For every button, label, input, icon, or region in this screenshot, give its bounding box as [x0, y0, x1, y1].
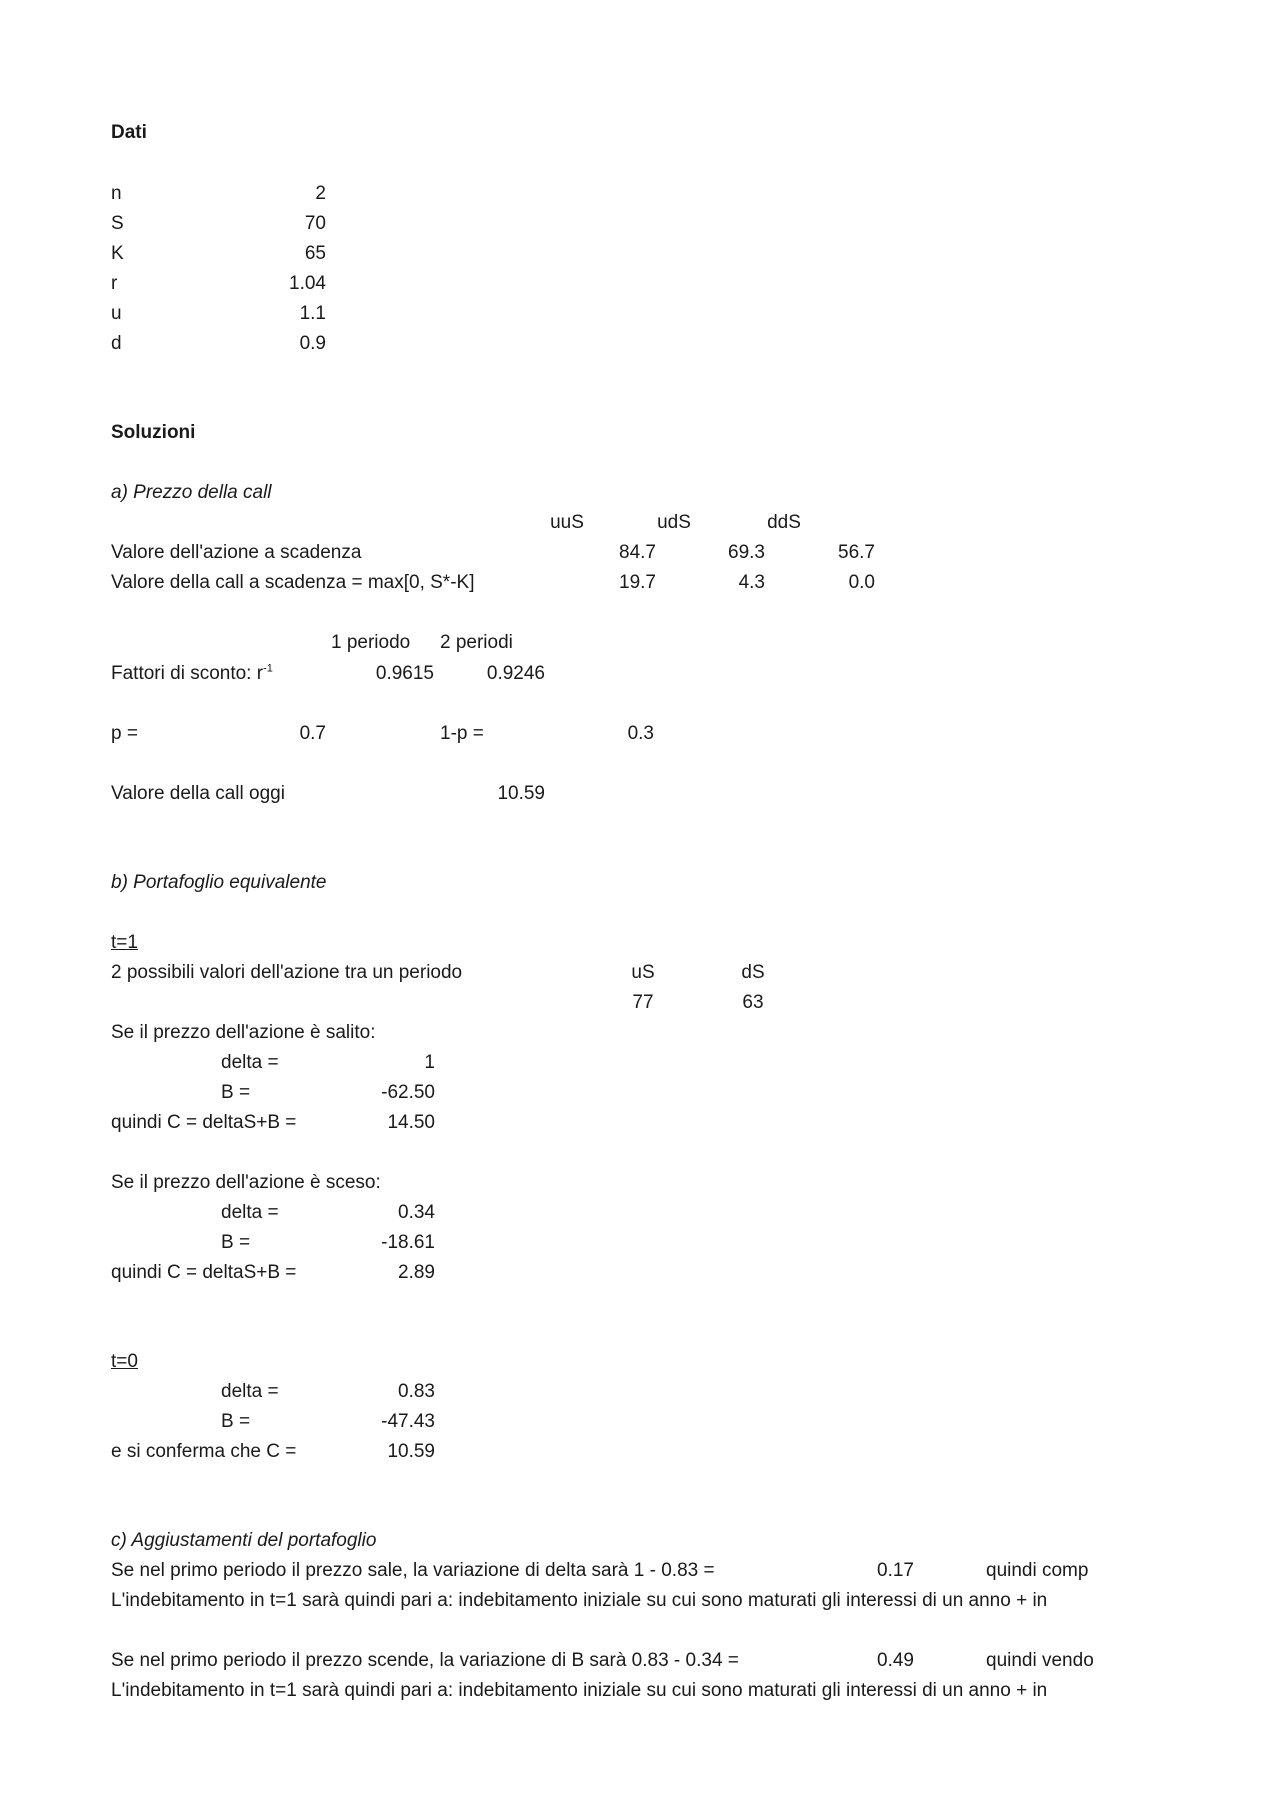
sceso-b-value: -18.61 — [381, 1232, 435, 1253]
aggiustamento-scende-value: 0.49 — [877, 1650, 914, 1671]
section-a-title: a) Prezzo della call — [111, 482, 272, 503]
call-oggi-value: 10.59 — [497, 783, 545, 804]
param-value-r: 1.04 — [289, 273, 326, 294]
salito-c-label: quindi C = deltaS+B = — [111, 1112, 297, 1133]
valore-azione-label: Valore dell'azione a scadenza — [111, 542, 362, 563]
p-label: p = — [111, 723, 138, 744]
t0-delta-label: delta = — [221, 1381, 279, 1402]
salito-delta-value: 1 — [424, 1052, 435, 1073]
value-ds: 63 — [742, 992, 764, 1013]
valore-call-dds: 0.0 — [848, 572, 875, 593]
t0-c-value: 10.59 — [387, 1441, 435, 1462]
t0-c-label: e si conferma che C = — [111, 1441, 297, 1462]
value-us: 77 — [632, 992, 654, 1013]
section-b-title: b) Portafoglio equivalente — [111, 872, 327, 893]
one-minus-p-value: 0.3 — [627, 723, 654, 744]
one-minus-p-label: 1-p = — [440, 723, 484, 744]
header-uds: udS — [657, 512, 691, 533]
valore-azione-dds: 56.7 — [838, 542, 875, 563]
indebitamento-sale-text: L'indebitamento in t=1 sarà quindi pari a: indebitamento iniziale su cui sono maturati gli interessi di un anno + in — [111, 1590, 1048, 1611]
aggiustamento-scende-text: Se nel primo periodo il prezzo scende, la variazione di B sarà 0.83 - 0.34 = — [111, 1650, 739, 1671]
header-1-periodo: 1 periodo — [331, 632, 411, 653]
salito-b-value: -62.50 — [381, 1082, 435, 1103]
indebitamento-scende-text: L'indebitamento in t=1 sarà quindi pari a: indebitamento iniziale su cui sono maturati gli interessi di un anno + in — [111, 1680, 1048, 1701]
valore-azione-uus: 84.7 — [619, 542, 656, 563]
fattore-1-periodo: 0.9615 — [375, 663, 434, 684]
fattore-2-periodi: 0.9246 — [486, 663, 545, 684]
section-c-title: c) Aggiustamenti del portafoglio — [111, 1530, 377, 1551]
param-label-d: d — [111, 333, 122, 354]
header-us: uS — [631, 962, 655, 983]
header-uus: uuS — [550, 512, 584, 533]
sceso-delta-label: delta = — [221, 1202, 279, 1223]
sceso-b-label: B = — [221, 1232, 251, 1253]
soluzioni-title: Soluzioni — [111, 422, 196, 443]
header-2-periodi: 2 periodi — [440, 632, 513, 653]
aggiustamento-sale-value: 0.17 — [877, 1560, 914, 1581]
t1-label: t=1 — [111, 932, 138, 953]
aggiustamento-sale-tail: quindi comp — [986, 1560, 1089, 1581]
t0-b-value: -47.43 — [381, 1411, 435, 1432]
aggiustamento-scende-tail: quindi vendo — [986, 1650, 1094, 1671]
salito-title: Se il prezzo dell'azione è salito: — [111, 1022, 376, 1043]
valore-call-label: Valore della call a scadenza = max[0, S*-K] — [111, 572, 475, 593]
param-value-k: 65 — [304, 243, 326, 264]
valore-call-uds: 4.3 — [738, 572, 765, 593]
param-value-d: 0.9 — [299, 333, 326, 354]
param-label-n: n — [111, 183, 122, 204]
t0-delta-value: 0.83 — [398, 1381, 435, 1402]
t0-label: t=0 — [111, 1351, 138, 1372]
call-oggi-label: Valore della call oggi — [111, 783, 285, 804]
param-label-s: S — [111, 213, 124, 234]
t0-b-label: B = — [221, 1411, 251, 1432]
param-value-n: 2 — [315, 183, 326, 204]
param-label-k: K — [111, 243, 124, 264]
salito-b-label: B = — [221, 1082, 251, 1103]
salito-delta-label: delta = — [221, 1052, 279, 1073]
fattori-sconto-label: Fattori di sconto: $r^{-1}$ — [111, 662, 273, 684]
valore-call-uus: 19.7 — [619, 572, 656, 593]
param-label-u: u — [111, 303, 122, 324]
dati-title: Dati — [111, 122, 147, 143]
valore-azione-uds: 69.3 — [728, 542, 765, 563]
sceso-c-label: quindi C = deltaS+B = — [111, 1262, 297, 1283]
header-ds: dS — [741, 962, 765, 983]
fattori-sconto-exponent: -1 — [263, 662, 273, 675]
sceso-title: Se il prezzo dell'azione è sceso: — [111, 1172, 381, 1193]
p-value: 0.7 — [299, 723, 326, 744]
param-label-r: r — [111, 273, 118, 294]
param-value-s: 70 — [304, 213, 326, 234]
header-dds: ddS — [767, 512, 801, 533]
aggiustamento-sale-text: Se nel primo periodo il prezzo sale, la variazione di delta sarà 1 - 0.83 = — [111, 1560, 715, 1581]
salito-c-value: 14.50 — [387, 1112, 435, 1133]
sceso-delta-value: 0.34 — [398, 1202, 435, 1223]
possibili-valori-label: 2 possibili valori dell'azione tra un periodo — [111, 962, 463, 983]
sceso-c-value: 2.89 — [398, 1262, 435, 1283]
param-value-u: 1.1 — [299, 303, 326, 324]
